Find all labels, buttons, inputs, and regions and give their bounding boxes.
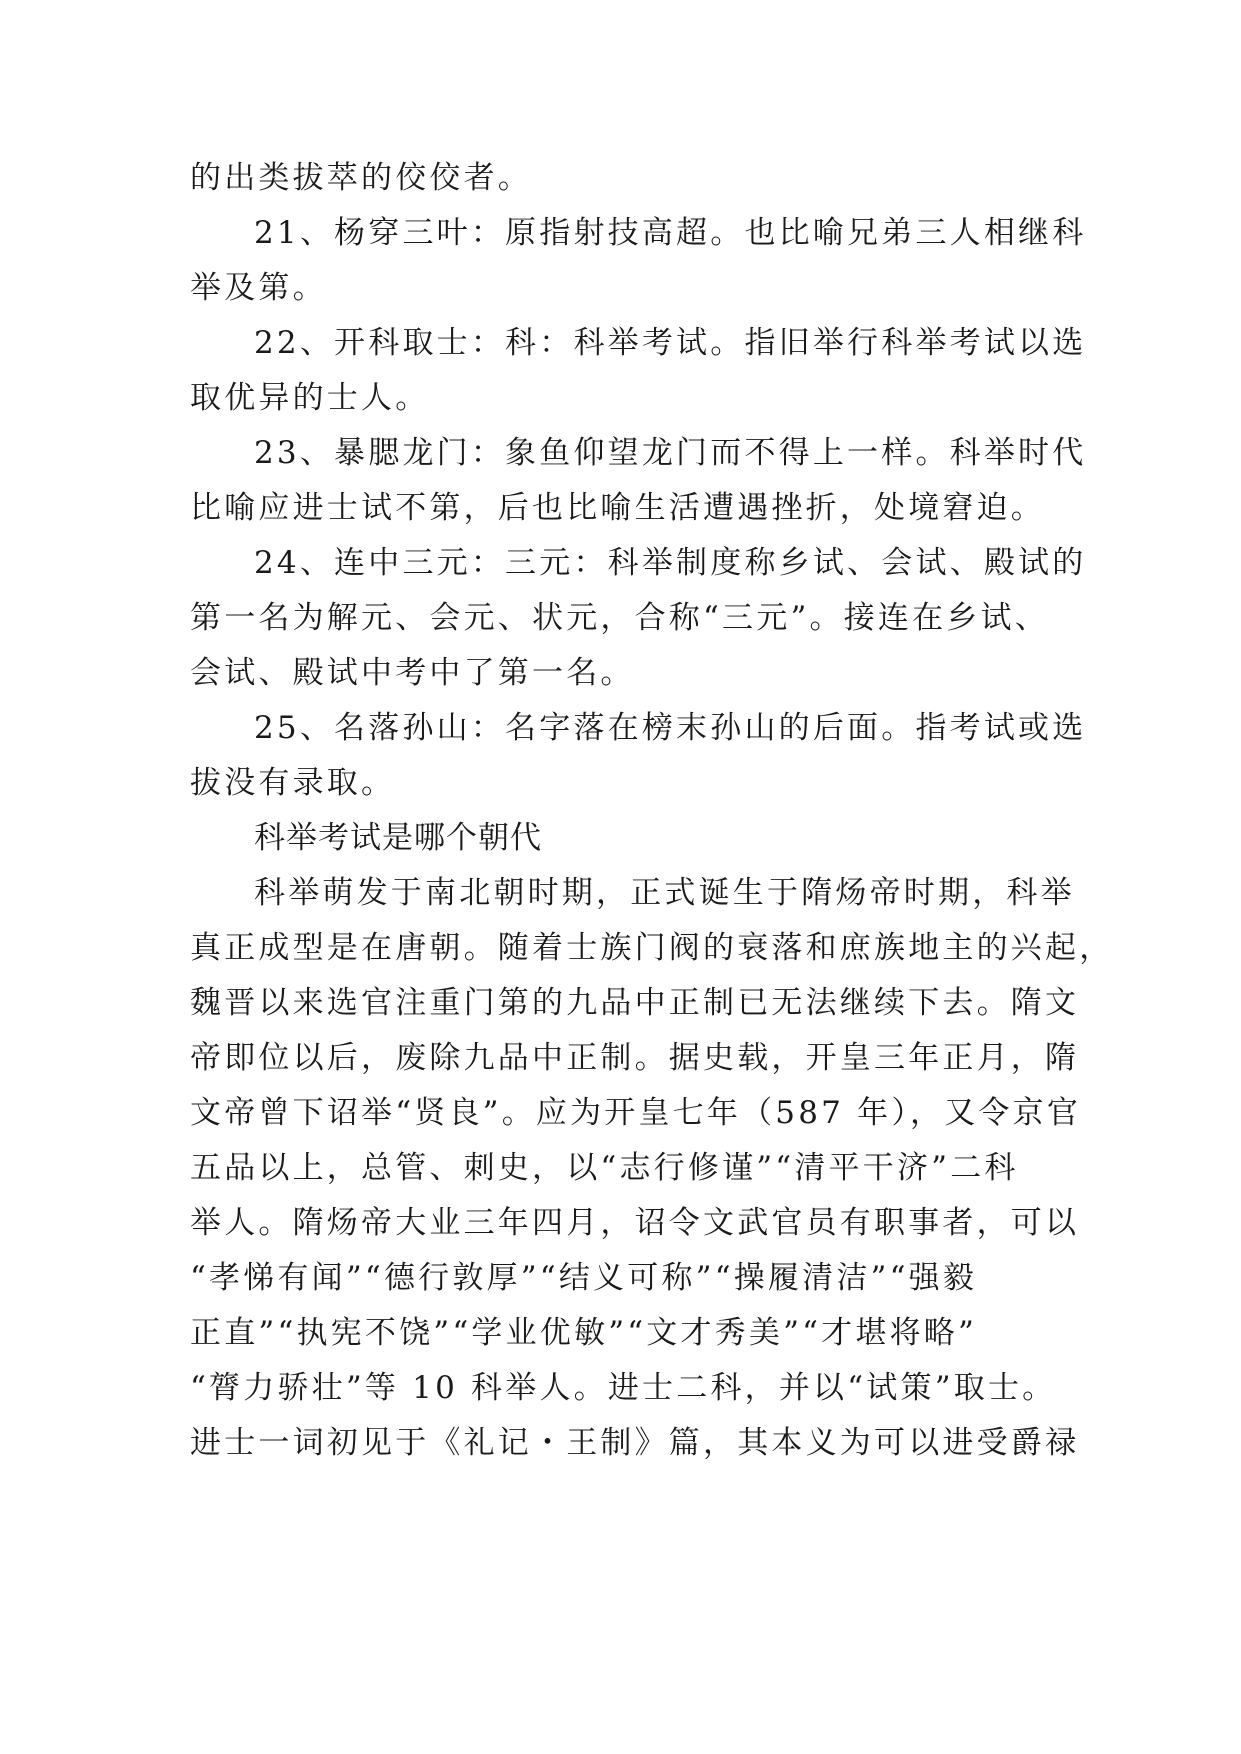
entry-25-line-1: 25、名落孙山：名字落在榜末孙山的后面。指考试或选 [254, 710, 1087, 746]
paragraph-line-6: 五品以上，总管、刺史，以“志行修谨”“清平干济”二科 [190, 1150, 1019, 1186]
paragraph-line-3: 魏晋以来选官注重门第的九品中正制已无法继续下去。隋文 [190, 985, 1080, 1021]
entry-22-line-2: 取优异的士人。 [190, 380, 430, 416]
paragraph-line-10: “膂力骄壮”等 10 科举人。进士二科，并以“试策”取士。 [190, 1370, 1057, 1406]
entry-21-line-1: 21、杨穿三叶：原指射技高超。也比喻兄弟三人相继科 [254, 215, 1087, 251]
paragraph-line-2: 真正成型是在唐朝。随着士族门阀的衰落和庶族地主的兴起， [190, 930, 1114, 966]
entry-25-line-2: 拔没有录取。 [190, 765, 396, 801]
text-line-1: 的出类拔萃的佼佼者。 [190, 160, 532, 196]
paragraph-line-9: 正直”“执宪不饶”“学业优敏”“文才秀美”“才堪将略” [190, 1315, 978, 1351]
entry-24-line-3: 会试、殿试中考中了第一名。 [190, 655, 635, 691]
paragraph-line-5: 文帝曾下诏举“贤良”。应为开皇七年（587 年），又令京官 [190, 1095, 1082, 1131]
entry-23-line-1: 23、暴腮龙门：象鱼仰望龙门而不得上一样。科举时代 [254, 435, 1087, 471]
section-heading: 科举考试是哪个朝代 [254, 820, 542, 856]
entry-22-line-1: 22、开科取士：科：科举考试。指旧举行科举考试以选 [254, 325, 1087, 361]
paragraph-line-1: 科举萌发于南北朝时期，正式诞生于隋炀帝时期，科举 [254, 875, 1075, 911]
entry-21-line-2: 举及第。 [190, 270, 327, 306]
paragraph-line-7: 举人。隋炀帝大业三年四月，诏令文武官员有职事者，可以 [190, 1205, 1080, 1241]
entry-24-line-1: 24、连中三元：三元：科举制度称乡试、会试、殿试的 [254, 545, 1087, 581]
paragraph-line-8: “孝悌有闻”“德行敦厚”“结义可称”“操履清洁”“强毅 [190, 1260, 978, 1296]
paragraph-line-11: 进士一词初见于《礼记・王制》篇，其本义为可以进受爵禄 [190, 1425, 1080, 1461]
entry-23-line-2: 比喻应进士试不第，后也比喻生活遭遇挫折，处境窘迫。 [190, 490, 1045, 526]
entry-24-line-2: 第一名为解元、会元、状元，合称“三元”。接连在乡试、 [190, 600, 1049, 636]
paragraph-line-4: 帝即位以后，废除九品中正制。据史载，开皇三年正月，隋 [190, 1040, 1080, 1076]
